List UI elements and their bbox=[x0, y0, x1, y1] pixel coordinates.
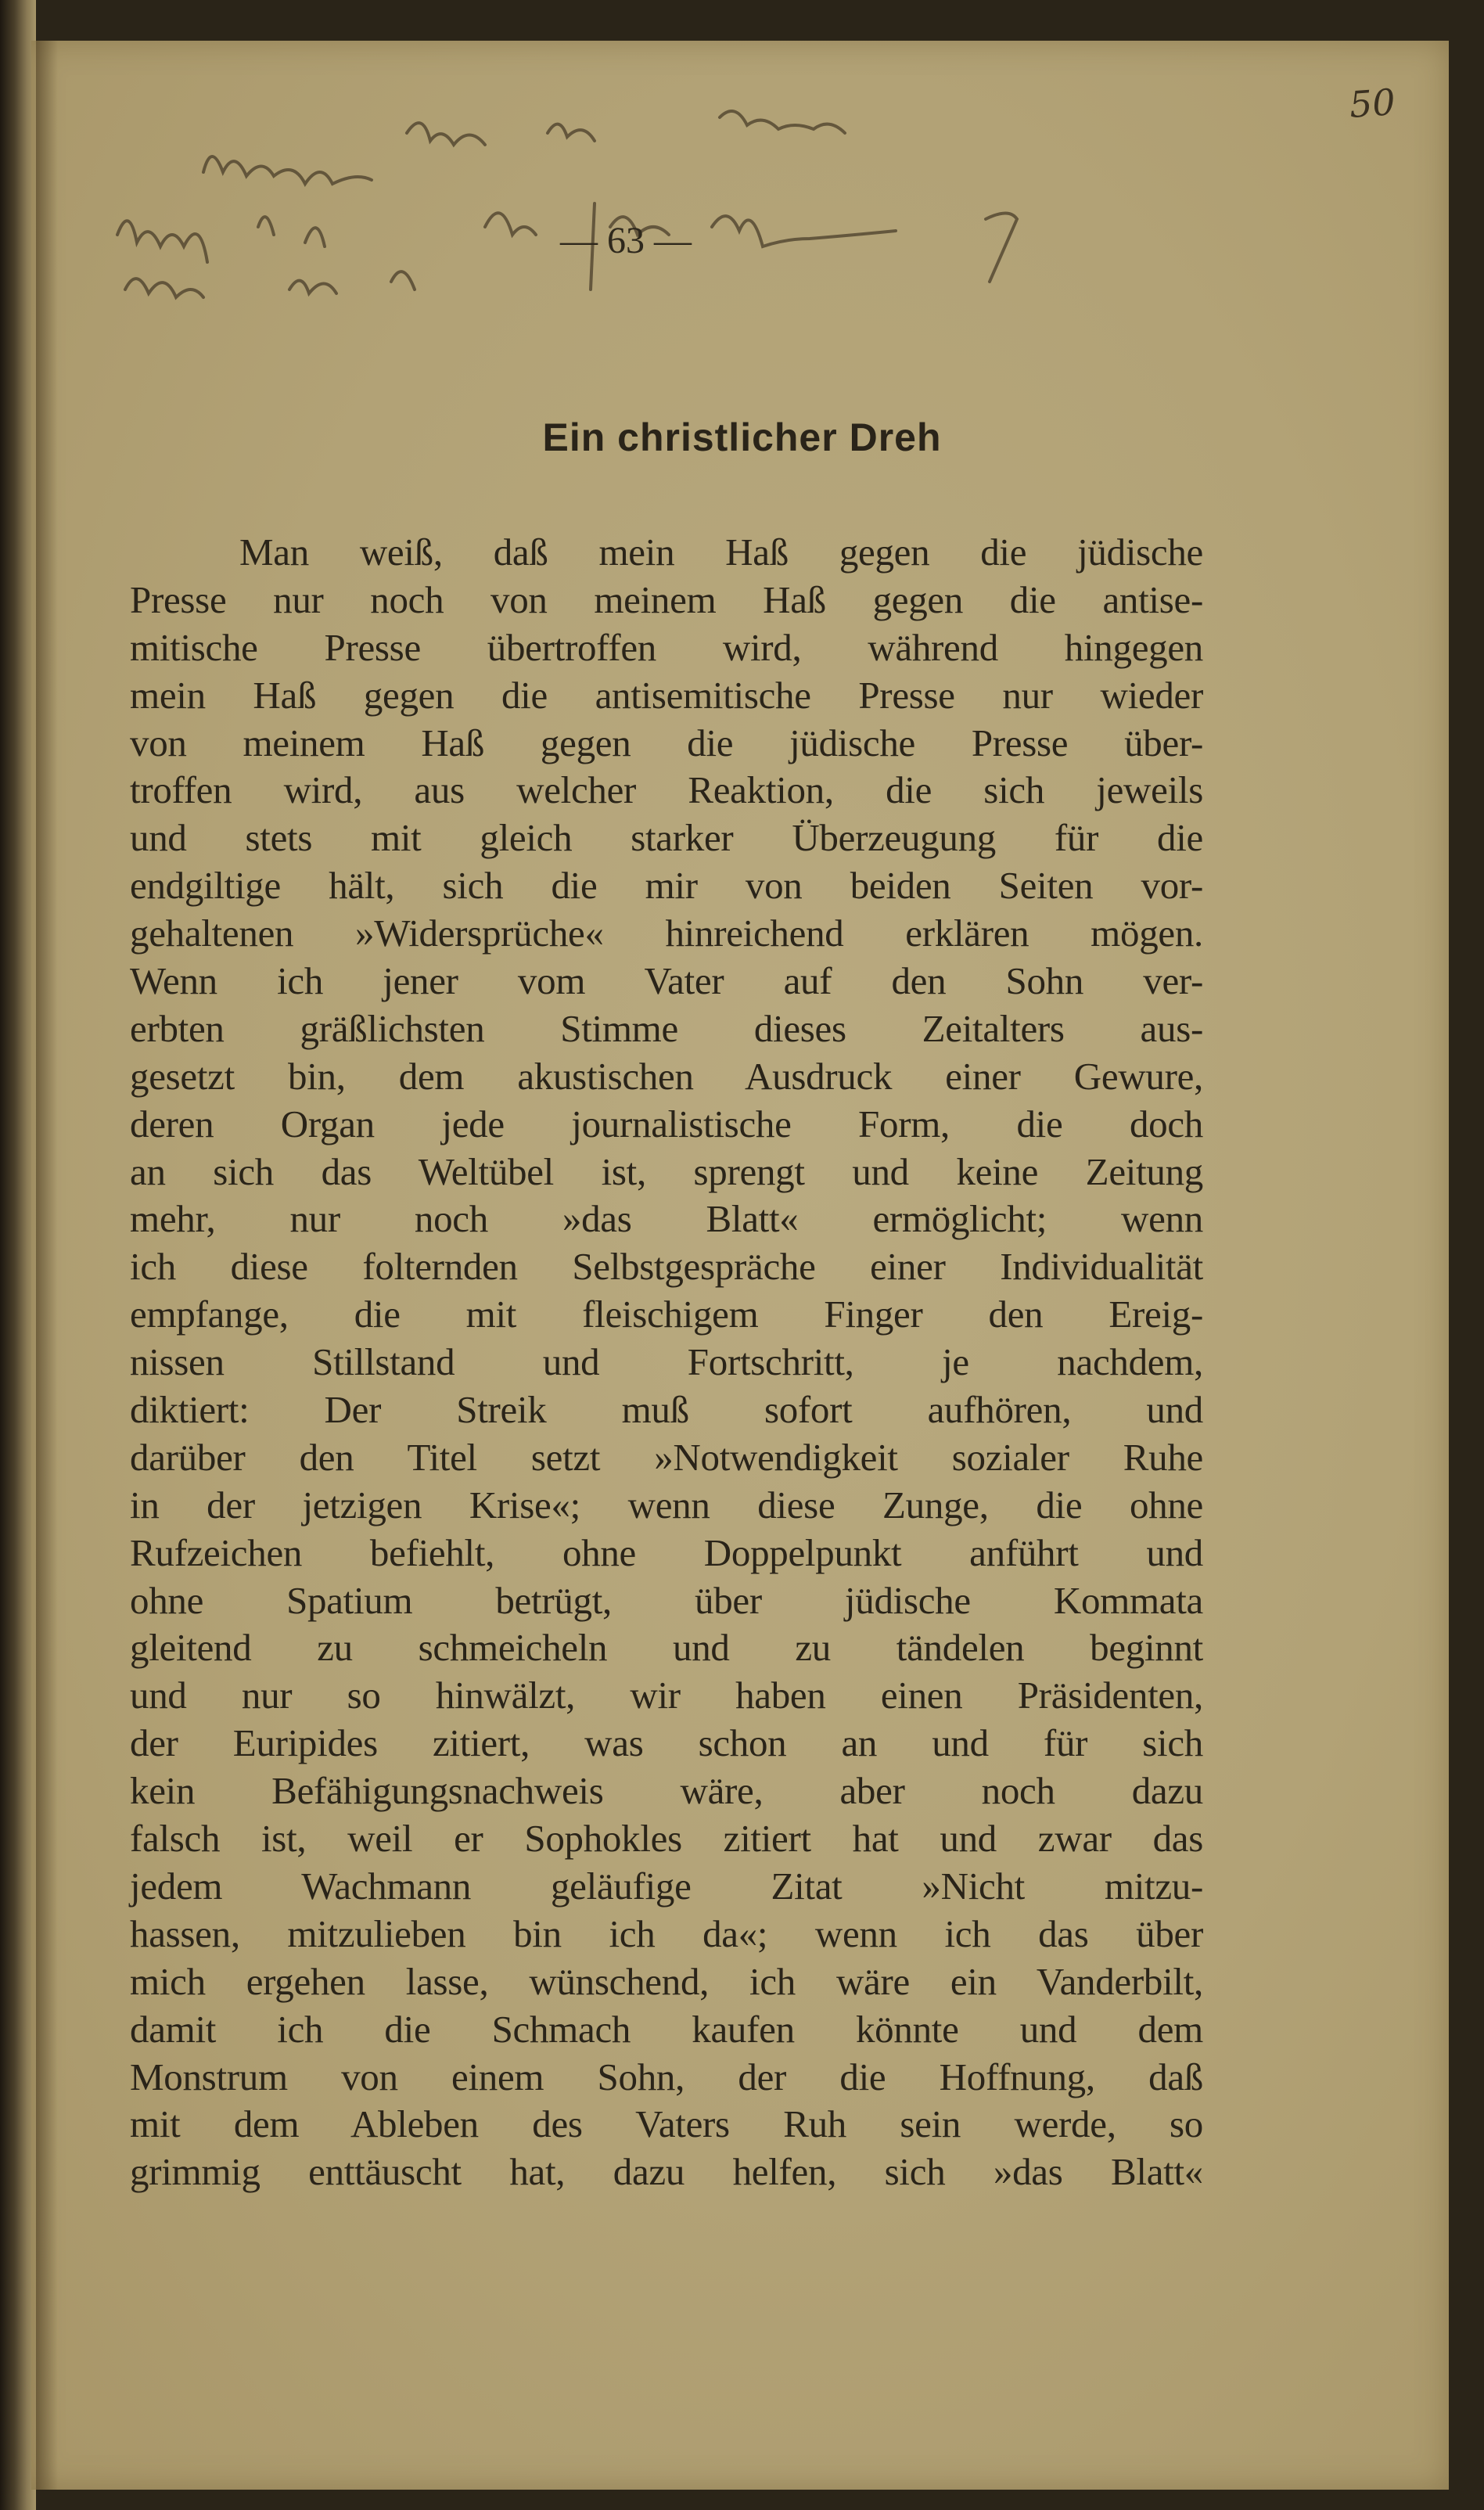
text-line: damit ich die Schmach kaufen könnte und dem bbox=[130, 2007, 1203, 2051]
text-line: und nur so hinwälzt, wir haben einen Präsidenten, bbox=[130, 1674, 1203, 1717]
text-line: mitische Presse übertroffen wird, während hingegen bbox=[130, 625, 1203, 669]
text-line: deren Organ jede journalistische Form, die doch bbox=[130, 1102, 1203, 1145]
text-line: von meinem Haß gegen die jüdische Presse über- bbox=[130, 721, 1203, 764]
text-line: troffen wird, aus welcher Reaktion, die sich jeweils bbox=[130, 768, 1203, 812]
text-line: hassen, mitzulieben bin ich da«; wenn ich das über bbox=[130, 1911, 1203, 1955]
text-line: darüber den Titel setzt »Notwendigkeit sozialer Ruhe bbox=[130, 1435, 1203, 1479]
chapter-title: Ein christlicher Dreh bbox=[542, 415, 942, 459]
text-line: mehr, nur noch »das Blatt« ermöglicht; wenn bbox=[130, 1197, 1203, 1241]
text-line: grimmig enttäuscht hat, dazu helfen, sich »das Blatt« bbox=[130, 2150, 1203, 2194]
text-line: mich ergehen lasse, wünschend, ich wäre ein Vanderbilt, bbox=[130, 1959, 1203, 2003]
text-line: endgiltige hält, sich die mir von beiden Seiten vor- bbox=[130, 864, 1203, 908]
text-line: Wenn ich jener vom Vater auf den Sohn ver- bbox=[130, 959, 1203, 1003]
text-line: mit dem Ableben des Vaters Ruh sein werde, so bbox=[130, 2102, 1203, 2146]
page-number: — 63 — bbox=[560, 220, 692, 261]
text-line: in der jetzigen Krise«; wenn diese Zunge, die ohne bbox=[130, 1483, 1203, 1526]
text-line: Presse nur noch von meinem Haß gegen die antise- bbox=[130, 577, 1203, 621]
body-text bbox=[130, 529, 1203, 2196]
text-line: und stets mit gleich starker Überzeugung für die bbox=[130, 816, 1203, 860]
text-line: mein Haß gegen die antisemitische Presse nur wieder bbox=[130, 673, 1203, 717]
text-line: gehaltenen »Widersprüche« hinreichend erklären mögen. bbox=[130, 912, 1203, 955]
text-line: an sich das Weltübel ist, sprengt und keine Zeitung bbox=[130, 1149, 1203, 1193]
handwritten-folio-number: 50 bbox=[1348, 81, 1397, 126]
text-line: nissen Stillstand und Fortschritt, je nachdem, bbox=[130, 1340, 1203, 1384]
text-line: gesetzt bin, dem akustischen Ausdruck einer Gewure, bbox=[130, 1054, 1203, 1098]
text-line: ich diese folternden Selbstgespräche einer Individualität bbox=[130, 1245, 1203, 1289]
text-line: gleitend zu schmeicheln und zu tändelen beginnt bbox=[130, 1626, 1203, 1670]
text-line: kein Befähigungsnachweis wäre, aber noch dazu bbox=[130, 1769, 1203, 1813]
text-line: erbten gräßlichsten Stimme dieses Zeitalters aus- bbox=[130, 1006, 1203, 1050]
gutter-shadow bbox=[36, 41, 58, 2490]
text-line: Man weiß, daß mein Haß gegen die jüdische bbox=[239, 530, 1203, 574]
text-line: der Euripides zitiert, was schon an und für sich bbox=[130, 1721, 1203, 1765]
text-line: jedem Wachmann geläufige Zitat »Nicht mitzu- bbox=[130, 1864, 1203, 1908]
text-line: diktiert: Der Streik muß sofort aufhören, und bbox=[130, 1388, 1203, 1432]
text-line: Rufzeichen befiehlt, ohne Doppelpunkt anführt und bbox=[130, 1530, 1203, 1574]
text-line: Monstrum von einem Sohn, der die Hoffnung, daß bbox=[130, 2055, 1203, 2098]
text-line: ohne Spatium betrügt, über jüdische Kommata bbox=[130, 1578, 1203, 1622]
text-line: falsch ist, weil er Sophokles zitiert hat und zwar das bbox=[130, 1817, 1203, 1861]
text-line: empfange, die mit fleischigem Finger den Ereig- bbox=[130, 1293, 1203, 1336]
